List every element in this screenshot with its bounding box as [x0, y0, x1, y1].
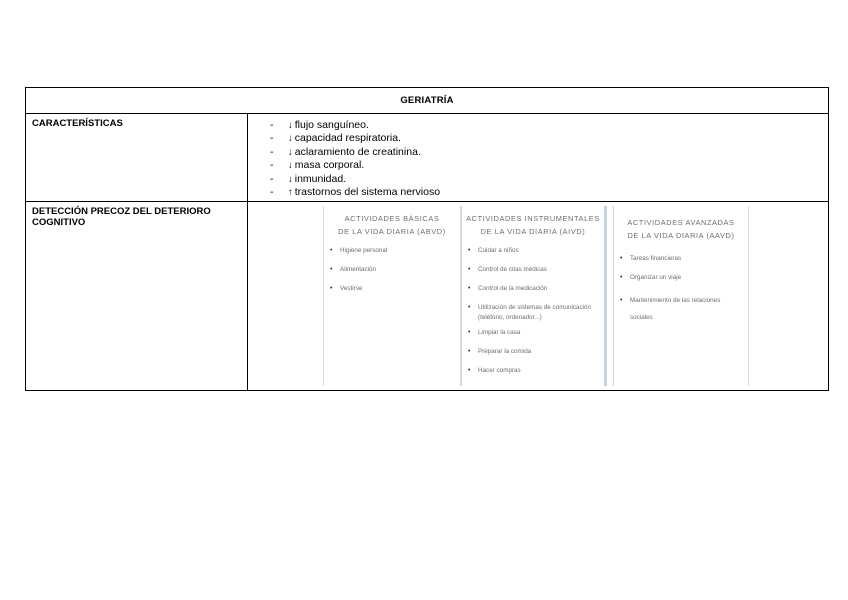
list-item: • Cuidar a niños — [468, 247, 519, 254]
bullet-icon: • — [330, 285, 333, 292]
bullet-icon: • — [468, 266, 471, 273]
list-item-text: trastornos del sistema nervioso — [294, 186, 441, 199]
panel-list — [462, 246, 604, 376]
list-item-text: flujo sanguíneo. — [294, 119, 369, 131]
panel-list — [324, 246, 460, 294]
panel-abvd — [323, 206, 461, 386]
panel-heading — [462, 206, 604, 238]
panel-aavd — [613, 206, 749, 386]
bullet-icon: • — [468, 348, 471, 355]
list-item-text: masa corporal. — [294, 159, 365, 172]
caracteristicas-list — [248, 114, 828, 199]
list-item: - ↓ masa corporal. — [270, 159, 365, 172]
arrow-down-icon: ↓ — [288, 133, 293, 145]
bullet-icon: • — [620, 255, 623, 262]
panel-aivd — [461, 206, 607, 386]
panel-heading — [324, 206, 460, 238]
panel-list — [614, 254, 748, 326]
caracteristicas-cell — [248, 114, 829, 202]
deteccion-cell — [248, 202, 829, 391]
list-item: • Control de citas médicas — [468, 266, 547, 273]
table-title: GERIATRÍA — [26, 88, 829, 114]
bullet-icon: • — [620, 297, 623, 304]
list-item-text: aclaramiento de creatinina. — [294, 145, 421, 158]
list-item-text: capacidad respiratoria. — [294, 132, 401, 145]
list-item: • Organizar un viaje — [620, 274, 682, 281]
bullet-icon: • — [468, 285, 471, 292]
bullet-icon: • — [468, 329, 471, 336]
table-row-caracteristicas — [26, 114, 829, 202]
arrow-down-icon: ↓ — [288, 120, 293, 131]
bullet-icon: • — [468, 247, 471, 254]
table-row-deteccion — [26, 202, 829, 391]
bullet-icon: • — [468, 304, 471, 311]
arrow-down-icon: ↓ — [288, 160, 293, 172]
list-item-text: inmunidad. — [294, 172, 347, 185]
list-item: - ↓ aclaramiento de creatinina. — [270, 145, 421, 158]
panel-heading-line: ACTIVIDADES BÁSICAS — [344, 214, 440, 223]
list-item: • Mantenimiento de las relaciones sociales — [620, 292, 744, 326]
list-item: - ↓ inmunidad. — [270, 172, 347, 185]
bullet-icon: • — [468, 367, 471, 374]
arrow-down-icon: ↓ — [288, 146, 293, 158]
list-item: • Vestirse — [330, 285, 363, 292]
list-item: • Tareas financieras — [620, 255, 682, 262]
bullet-icon: • — [330, 247, 333, 254]
geriatria-table — [25, 87, 829, 391]
panel-heading — [614, 206, 748, 242]
list-item: • Control de la medicación — [468, 285, 548, 292]
list-item: • Limpiar la casa — [468, 329, 521, 336]
list-item: • Preparar la comida — [468, 348, 532, 355]
row-label-deteccion: DETECCIÓN PRECOZ DEL DETERIORO COGNITIVO — [26, 202, 248, 391]
list-item: - ↑ trastornos del sistema nervioso — [270, 186, 441, 199]
list-item: • Hacer compras — [468, 367, 521, 374]
list-item: - ↓ flujo sanguíneo. — [270, 119, 369, 131]
row-label-caracteristicas: CARACTERÍSTICAS — [26, 114, 248, 202]
list-item: • Alimentación — [330, 266, 377, 273]
list-item: • Utilización de sistemas de comunicación (teléfono, ordenador...) — [468, 304, 592, 321]
panel-heading-line: ACTIVIDADES INSTRUMENTALES — [466, 214, 600, 223]
list-item: • Higiene personal — [330, 247, 388, 254]
panel-heading-line: DE LA VIDA DIARIA (ABVD) — [338, 227, 446, 236]
panel-heading-line: ACTIVIDADES AVANZADAS — [627, 218, 735, 227]
arrow-up-icon: ↑ — [288, 187, 293, 199]
bullet-icon: • — [330, 266, 333, 273]
bullet-icon: • — [620, 274, 623, 281]
arrow-down-icon: ↓ — [288, 173, 293, 185]
panel-heading-line: DE LA VIDA DIARIA (AAVD) — [627, 231, 735, 240]
panel-heading-line: DE LA VIDA DIARIA (AIVD) — [480, 227, 586, 236]
list-item: - ↓ capacidad respiratoria. — [270, 132, 401, 145]
activities-image — [248, 202, 828, 390]
